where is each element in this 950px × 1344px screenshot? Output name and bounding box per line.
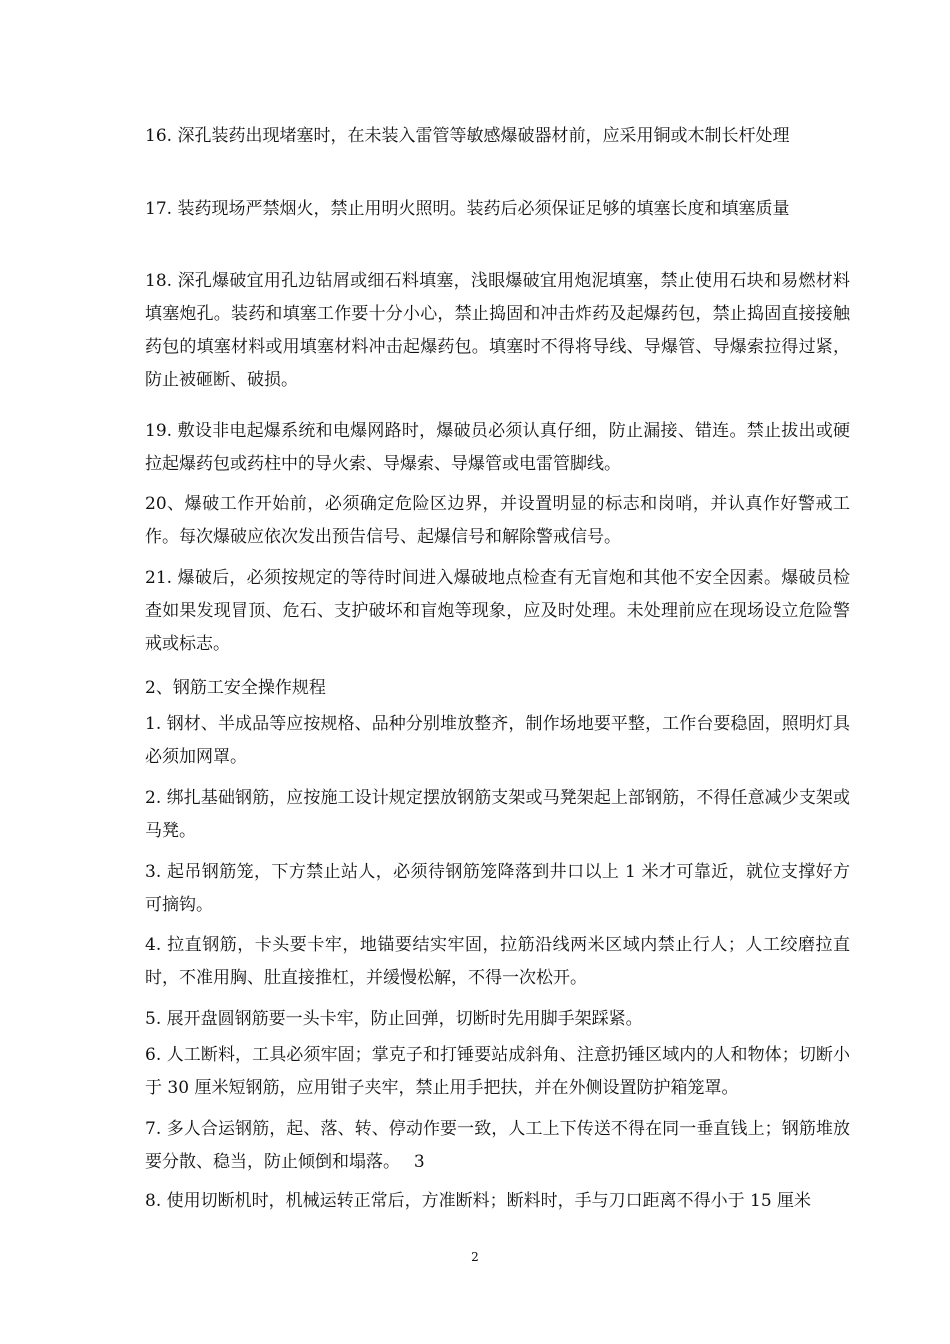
paragraph-20: 20、爆破工作开始前，必须确定危险区边界，并设置明显的标志和岗哨，并认真作好警戒工作。每次爆破应依次发出预告信号、起爆信号和解除警戒信号。 (145, 494, 850, 547)
rebar-rule-4: 4. 拉直钢筋，卡头要卡牢，地锚要结实牢固，拉筋沿线两米区域内禁止行人；人工绞磨拉直时，不准用胸、肚直接推杠，并缓慢松解，不得一次松开。 (145, 935, 850, 988)
rebar-rule-3: 3. 起吊钢筋笼，下方禁止站人，必须待钢筋笼降落到井口以上 1 米才可靠近，就位支撑好方可摘钩。 (145, 862, 850, 915)
rebar-rule-2: 2. 绑扎基础钢筋，应按施工设计规定摆放钢筋支架或马凳架起上部钢筋，不得任意减少支架或马凳。 (145, 788, 850, 841)
rebar-rule-6: 6. 人工断料，工具必须牢固；掌克子和打锤要站成斜角、注意扔锤区域内的人和物体；切断小于 30 厘米短钢筋，应用钳子夹牢，禁止用手把扶，并在外侧设置防护箱笼罩。 (145, 1045, 850, 1098)
paragraph-18: 18. 深孔爆破宜用孔边钻屑或细石料填塞，浅眼爆破宜用炮泥填塞，禁止使用石块和易燃材料填塞炮孔。装药和填塞工作要十分小心，禁止捣固和冲击炸药及起爆药包，禁止捣固直接接触药包的填塞材料或用填塞材料冲击起爆药包。填塞时不得将导线、导爆管、导爆索拉得过紧，防止被砸断、破损。 (145, 271, 850, 390)
paragraph-19: 19. 敷设非电起爆系统和电爆网路时，爆破员必须认真仔细，防止漏接、错连。禁止拔出或硬拉起爆药包或药柱中的导火索、导爆索、导爆管或电雷管脚线。 (145, 421, 850, 474)
rebar-rule-5: 5. 展开盘圆钢筋要一头卡牢，防止回弹，切断时先用脚手架踩紧。 (145, 1009, 643, 1029)
rebar-rule-8: 8. 使用切断机时，机械运转正常后，方准断料；断料时，手与刀口距离不得小于 15 厘米 (145, 1191, 812, 1211)
rebar-rule-1: 1. 钢材、半成品等应按规格、品种分别堆放整齐，制作场地要平整，工作台要稳固，照明灯具必须加网罩。 (145, 714, 850, 767)
rebar-rule-7: 7. 多人合运钢筋，起、落、转、停动作要一致，人工上下传送不得在同一垂直钱上；钢筋堆放要分散、稳当，防止倾倒和塌落。 3 (145, 1119, 850, 1172)
page-number: 2 (471, 1250, 479, 1264)
paragraph-17: 17. 装药现场严禁烟火，禁止用明火照明。装药后必须保证足够的填塞长度和填塞质量 (145, 199, 790, 219)
section-heading-rebar: 2、钢筋工安全操作规程 (145, 678, 326, 698)
paragraph-21: 21. 爆破后，必须按规定的等待时间进入爆破地点检查有无盲炮和其他不安全因素。爆破员检查如果发现冒顶、危石、支护破坏和盲炮等现象，应及时处理。未处理前应在现场设立危险警戒或标志。 (145, 568, 850, 654)
paragraph-16: 16. 深孔装药出现堵塞时，在未装入雷管等敏感爆破器材前，应采用铜或木制长杆处理 (145, 126, 790, 146)
